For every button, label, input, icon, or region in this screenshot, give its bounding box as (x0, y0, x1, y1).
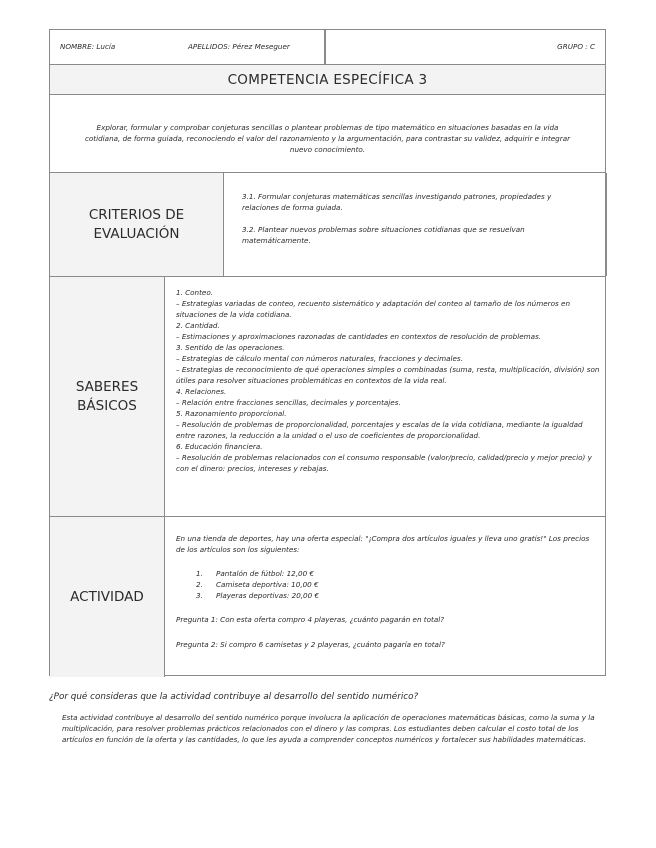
actividad-content (176, 533, 600, 664)
student-group: GRUPO : C (557, 42, 595, 51)
saberes-content (176, 287, 600, 474)
competencia-description: Explorar, formular y comprobar conjeturas sencillas o plantear problemas de tipo matemático en situaciones basadas en la vida cotidiana, de forma guiada, reconociendo el valor del razonamiento y la argumentación, para contrastar su validez, adquirir e integrar nuevo conocimiento. (84, 123, 571, 154)
criterios-label-line1: CRITERIOS DE (88, 206, 185, 223)
competencia-title: COMPETENCIA ESPECÍFICA 3 (227, 72, 428, 88)
saberes-line: – Estrategias variadas de conteo, recuento sistemático y adaptación del conteo al tamaño de los números en situaciones de la vida cotidiana. (176, 299, 571, 319)
student-surnames: APELLIDOS: Pérez Meseguer (188, 42, 290, 51)
header-row (50, 30, 605, 65)
criterio-item: 3.1. Formular conjeturas matemáticas sencillas investigando patrones, propiedades y relaciones de forma guiada. (242, 192, 552, 212)
reflexion-answer: Esta actividad contribuye al desarrollo del sentido numérico porque involucra la aplicación de operaciones matemáticas básicas, como la suma y la multiplicación, para resolver problemas prácticos relacionados con el dinero y las compras. Los estudiantes deben calcular el costo total de los artículos en función de la oferta y las cantidades, lo que les ayuda a comprender conceptos numéricos y fortalecer sus habilidades matemáticas. (62, 713, 595, 744)
list-item: 1. Pantalón de fútbol: 12,00 € (196, 569, 315, 578)
saberes-label (50, 277, 165, 516)
document-table (49, 29, 606, 676)
saberes-line: – Estrategias de reconocimiento de qué operaciones simples o combinadas (suma, resta, multiplicación, división) son útiles para resolver situaciones problemáticas en contextos de la vida real. (176, 365, 600, 385)
actividad-price-list (196, 568, 600, 601)
list-item: 2. Camiseta deportiva: 10,00 € (196, 580, 319, 589)
criterios-label-line2: EVALUACIÓN (93, 225, 180, 242)
criterios-row (50, 173, 605, 277)
criterios-label (50, 173, 224, 276)
actividad-pregunta-2: Pregunta 2: Si compro 6 camisetas y 2 playeras, ¿cuánto pagaría en total? (176, 640, 445, 649)
saberes-line: 6. Educación financiera. (176, 442, 263, 451)
saberes-line: – Estimaciones y aproximaciones razonadas de cantidades en contextos de resolución de problemas. (176, 332, 542, 341)
criterios-content (242, 191, 582, 257)
saberes-line: 2. Cantidad. (176, 321, 220, 330)
saberes-line: 5. Razonamiento proporcional. (176, 409, 287, 418)
saberes-label-line2: BÁSICOS (77, 397, 137, 414)
competencia-title-row (50, 65, 605, 95)
saberes-line: 3. Sentido de las operaciones. (176, 343, 285, 352)
criterio-item: 3.2. Plantear nuevos problemas sobre situaciones cotidianas que se resuelvan matemáticamente. (242, 225, 525, 245)
student-name: NOMBRE: Lucía (60, 42, 116, 51)
actividad-pregunta-1: Pregunta 1: Con esta oferta compro 4 playeras, ¿cuánto pagarán en total? (176, 615, 445, 624)
saberes-line: – Resolución de problemas de proporcionalidad, porcentajes y escalas de la vida cotidiana, mediante la igualdad entre razones, la reducción a la unidad o el uso de coeficientes de proporcionalidad. (176, 420, 583, 440)
actividad-row (50, 517, 605, 677)
saberes-line: – Relación entre fracciones sencillas, decimales y porcentajes. (176, 398, 401, 407)
actividad-intro: En una tienda de deportes, hay una oferta especial: "¡Compra dos artículos iguales y lleva uno gratis!" Los precios de los artículos son los siguientes: (176, 534, 590, 554)
saberes-line: – Resolución de problemas relacionados con el consumo responsable (valor/precio, calidad/precio y mejor precio) y con el dinero: precios, intereses y rebajas. (176, 453, 592, 473)
header-divider (324, 30, 326, 65)
saberes-row (50, 277, 605, 517)
saberes-line: – Estrategias de cálculo mental con números naturales, fracciones y decimales. (176, 354, 463, 363)
saberes-label-line1: SABERES (75, 378, 139, 395)
competencia-description-row (50, 95, 605, 173)
reflexion-question: ¿Por qué consideras que la actividad contribuye al desarrollo del sentido numérico? (49, 692, 419, 702)
list-item: 3. Playeras deportivas: 20,00 € (196, 591, 320, 600)
saberes-line: 4. Relaciones. (176, 387, 227, 396)
actividad-label: ACTIVIDAD (50, 517, 165, 677)
saberes-line: 1. Conteo. (176, 288, 214, 297)
